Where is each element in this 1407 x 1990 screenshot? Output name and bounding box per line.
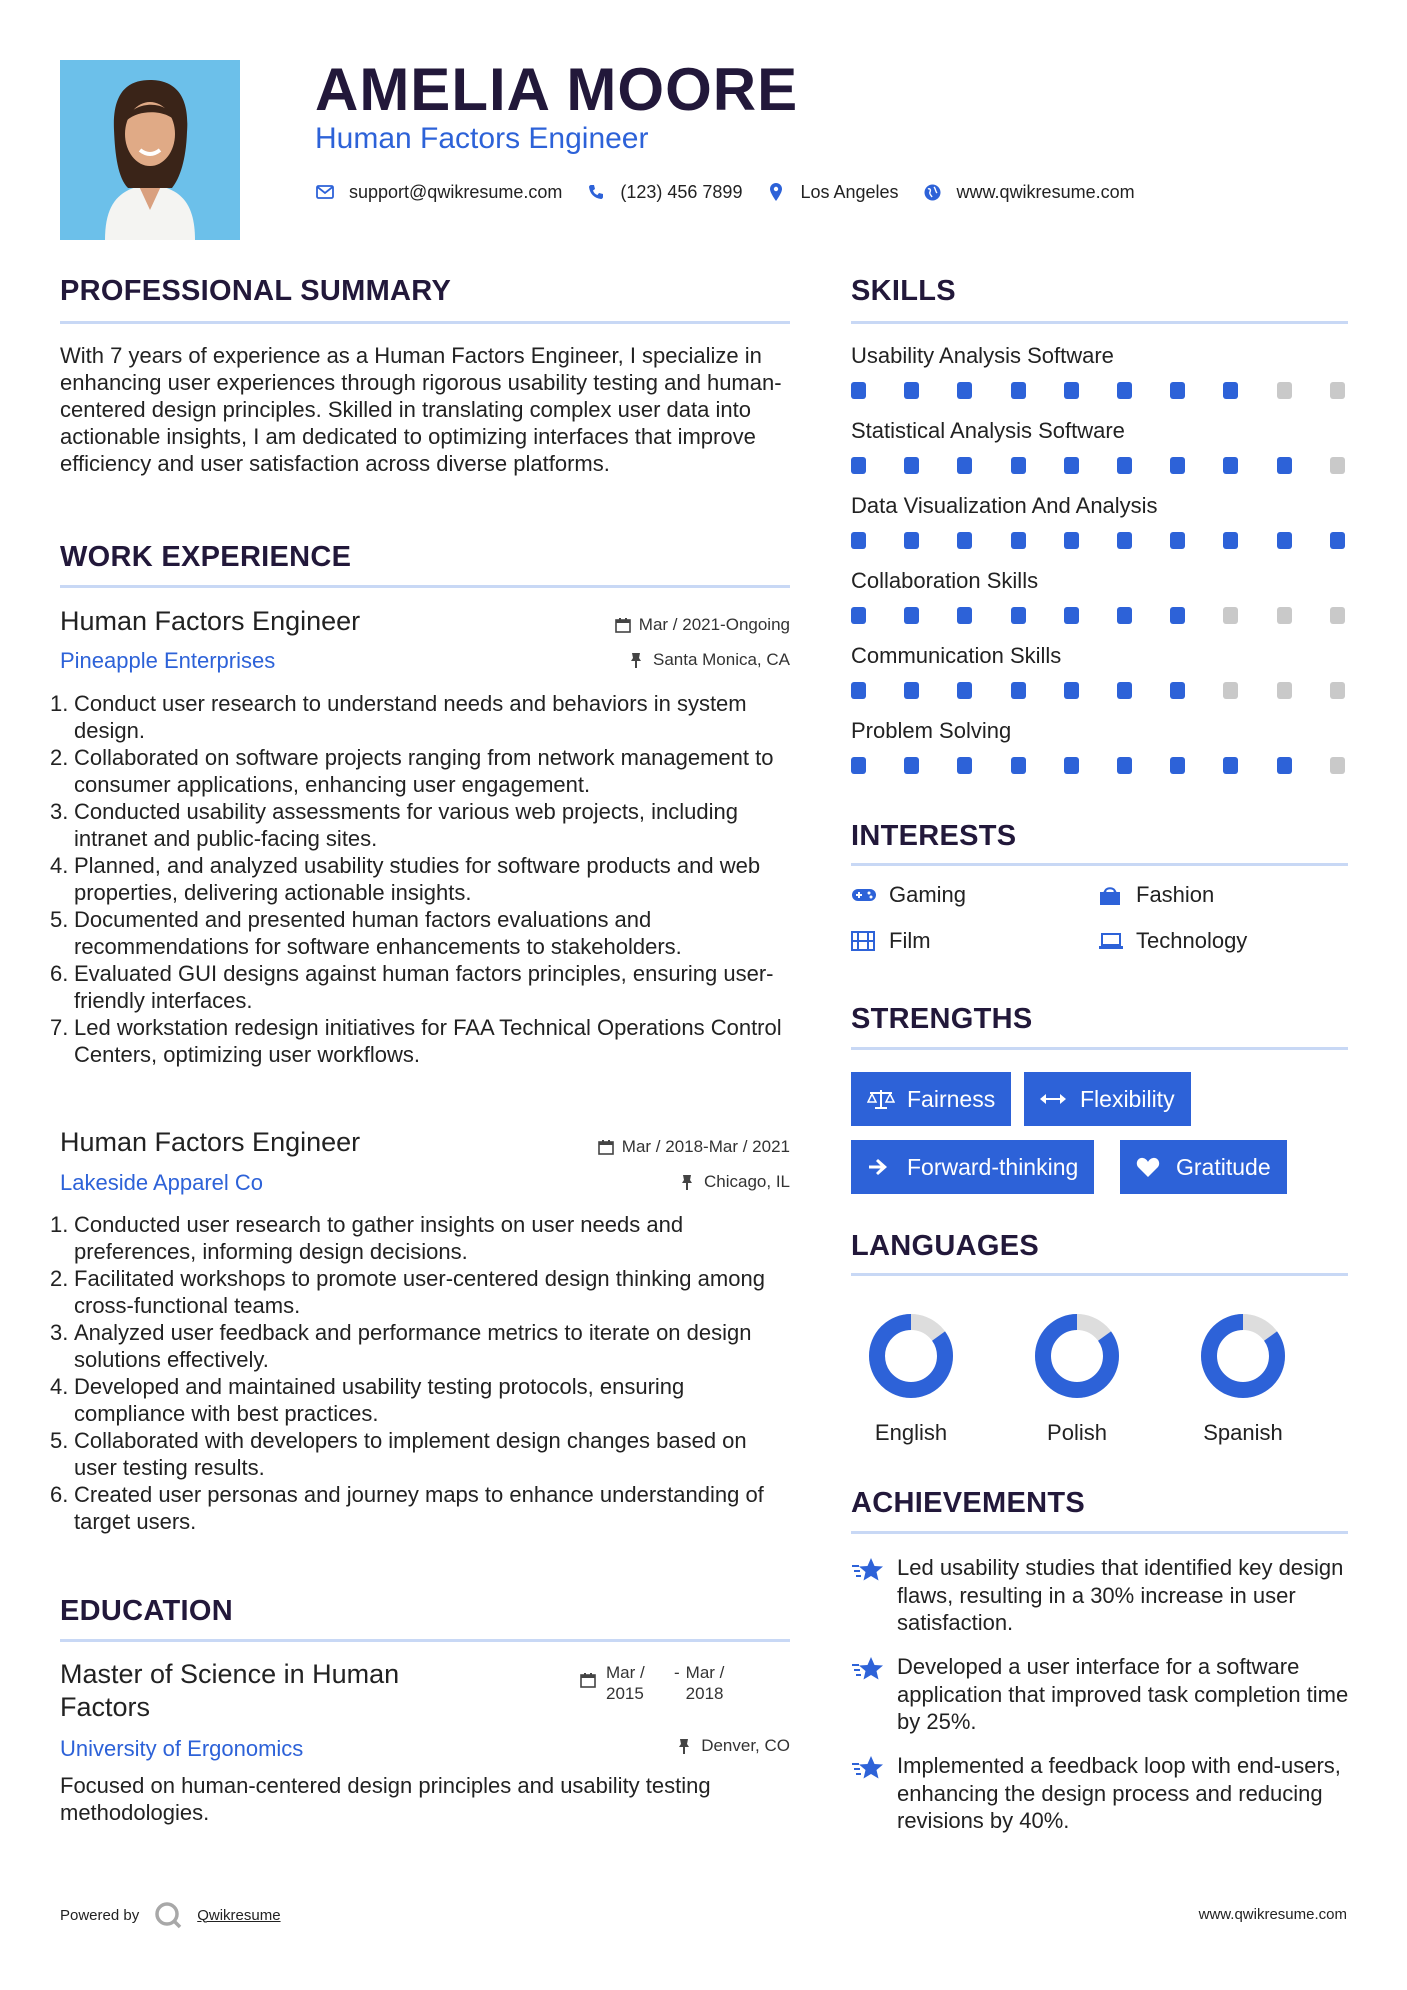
skill-dot-filled <box>1170 532 1185 549</box>
strength-label: Forward-thinking <box>907 1153 1079 1180</box>
skill-dot-filled <box>957 757 972 774</box>
education-dates <box>580 1662 748 1704</box>
achievement-text: Implemented a feedback loop with end-users, enhancing the design process and reducing revisions by 40%. <box>897 1753 1341 1833</box>
skill-dot-filled <box>1117 607 1132 624</box>
skill-label: Data Visualization And Analysis <box>851 493 1158 518</box>
education-divider <box>60 1639 790 1642</box>
job-company: Pineapple Enterprises <box>60 648 276 673</box>
strength-label: Gratitude <box>1176 1153 1271 1180</box>
interest-label: Film <box>889 928 931 953</box>
language-english <box>841 1312 981 1446</box>
skill-dot-filled <box>1064 382 1079 399</box>
calendar-icon <box>580 1672 596 1688</box>
skill-dot-filled <box>1064 457 1079 474</box>
profile-photo <box>60 60 240 240</box>
skills-heading: SKILLS <box>851 275 956 307</box>
contact-website[interactable] <box>923 182 1135 203</box>
strength-badge-flexibility <box>1024 1072 1191 1126</box>
job-bullets <box>50 1211 795 1535</box>
skill-dot-filled <box>851 757 866 774</box>
list-item: 6. Created user personas and journey maps to enhance understanding of target users. <box>50 1482 764 1534</box>
pushpin-icon <box>680 1174 696 1190</box>
summary-heading: PROFESSIONAL SUMMARY <box>60 275 452 307</box>
strength-label: Fairness <box>907 1085 996 1112</box>
skill-dot-filled <box>1223 457 1238 474</box>
strength-badge-fairness <box>851 1072 1011 1126</box>
website-text: www.qwikresume.com <box>956 181 1135 202</box>
skill-rating <box>851 682 1351 700</box>
skill-dot-filled <box>1011 532 1026 549</box>
shopping-bag-icon <box>1098 884 1124 906</box>
language-label: English <box>874 1420 948 1445</box>
interest-label: Gaming <box>889 882 967 907</box>
achievement-item <box>851 1653 1361 1736</box>
skill-label: Collaboration Skills <box>851 568 1039 593</box>
skill-dot-empty <box>1330 457 1345 474</box>
skill-dot-empty <box>1330 607 1345 624</box>
interests-divider <box>851 863 1348 866</box>
skill-dot-filled <box>957 682 972 699</box>
skill-dot-empty <box>1223 682 1238 699</box>
footer-powered-by <box>60 1900 281 1930</box>
list-item: 3. Analyzed user feedback and performance metrics to iterate on design solutions effectively. <box>50 1320 752 1372</box>
skill-label: Communication Skills <box>851 643 1062 668</box>
list-item: 4. Developed and maintained usability testing protocols, ensuring compliance with best practices. <box>50 1374 685 1426</box>
contact-bar <box>315 178 1159 206</box>
skill-dot-filled <box>851 682 866 699</box>
skill-dot-filled <box>1011 682 1026 699</box>
skill-dot-empty <box>1277 382 1292 399</box>
job-company: Lakeside Apparel Co <box>60 1170 264 1195</box>
skill-dot-filled <box>1170 607 1185 624</box>
skill-label: Statistical Analysis Software <box>851 418 1125 443</box>
interest-label: Fashion <box>1136 882 1215 907</box>
list-item: 1. Conduct user research to understand needs and behaviors in system design. <box>50 691 747 743</box>
star-icon <box>851 1655 887 1683</box>
job-dates <box>598 1137 790 1157</box>
experience-heading: WORK EXPERIENCE <box>60 541 352 573</box>
skill-dot-filled <box>904 532 919 549</box>
job-location <box>629 650 790 670</box>
skill-dot-filled <box>957 532 972 549</box>
powered-by-text: Powered by <box>60 1906 140 1924</box>
education-heading: EDUCATION <box>60 1595 233 1627</box>
list-item: 1. Conducted user research to gather insights on user needs and preferences, informing design decisions. <box>50 1212 684 1264</box>
language-english-donut <box>867 1312 955 1400</box>
skills-divider <box>851 321 1348 324</box>
job-bullets <box>50 690 795 1068</box>
strengths-heading: STRENGTHS <box>851 1003 1033 1035</box>
languages-heading: LANGUAGES <box>851 1230 1039 1262</box>
calendar-icon <box>598 1139 614 1155</box>
list-item: 2. Facilitated workshops to promote user-centered design thinking among cross-functional teams. <box>50 1266 765 1318</box>
phone-text: (123) 456 7899 <box>620 181 743 202</box>
skill-label: Problem Solving <box>851 718 1012 743</box>
map-pin-icon <box>766 182 786 202</box>
skill-dot-filled <box>1117 532 1132 549</box>
heart-icon <box>1136 1156 1164 1178</box>
skill-rating <box>851 757 1351 775</box>
skill-dot-filled <box>904 607 919 624</box>
strength-badge-gratitude <box>1120 1140 1287 1194</box>
language-label: Polish <box>1047 1420 1107 1445</box>
skill-dot-filled <box>1223 382 1238 399</box>
skill-dot-empty <box>1277 682 1292 699</box>
list-item: 4. Planned, and analyzed usability studies for software products and web properties, delivering actionable insights. <box>50 853 761 905</box>
languages-divider <box>851 1273 1348 1276</box>
contact-email[interactable] <box>315 182 562 203</box>
list-item: 7. Led workstation redesign initiatives for FAA Technical Operations Control Centers, optimizing user workflows. <box>50 1015 782 1067</box>
calendar-icon <box>615 617 631 633</box>
skill-dot-empty <box>1330 682 1345 699</box>
skill-rating <box>851 607 1351 625</box>
list-item: 2. Collaborated on software projects ranging from network management to consumer applications, enhancing user engagement. <box>50 745 774 797</box>
candidate-name: AMELIA MOORE <box>315 56 799 123</box>
strength-label: Flexibility <box>1080 1085 1175 1112</box>
skill-dot-filled <box>1064 607 1079 624</box>
pushpin-icon <box>677 1738 693 1754</box>
arrow-right-icon <box>867 1156 895 1178</box>
education-location <box>677 1736 790 1756</box>
skill-dot-empty <box>1277 607 1292 624</box>
skill-dot-filled <box>851 457 866 474</box>
job-dates-text: Mar / 2021-Ongoing <box>638 615 790 634</box>
list-item: 5. Collaborated with developers to implement design changes based on user testing results. <box>50 1428 747 1480</box>
job-title: Human Factors Engineer <box>60 1127 361 1157</box>
skill-dot-filled <box>1064 682 1079 699</box>
balance-scale-icon <box>867 1088 895 1110</box>
degree-title: Master of Science in Human Factors <box>60 1659 400 1722</box>
skill-dot-empty <box>1330 382 1345 399</box>
skill-rating <box>851 457 1351 475</box>
achievement-text: Led usability studies that identified key design flaws, resulting in a 30% increase in user satisfaction. <box>897 1555 1344 1635</box>
location-text: Los Angeles <box>800 181 899 202</box>
skill-dot-filled <box>1064 532 1079 549</box>
job-dates <box>615 615 790 635</box>
skill-dot-filled <box>1011 757 1026 774</box>
education-location-text: Denver, CO <box>701 1736 790 1755</box>
skill-dot-filled <box>851 382 866 399</box>
skill-dot-filled <box>1011 457 1026 474</box>
skill-dot-filled <box>957 607 972 624</box>
qwikresume-logo-icon <box>153 1900 183 1930</box>
skill-dot-filled <box>904 757 919 774</box>
skill-dot-filled <box>904 682 919 699</box>
skill-dot-empty <box>1223 607 1238 624</box>
strength-badge-forward-thinking <box>851 1140 1094 1194</box>
language-polish <box>1007 1312 1147 1446</box>
skill-dot-filled <box>1330 532 1345 549</box>
skill-dot-empty <box>1330 757 1345 774</box>
skill-dot-filled <box>1117 382 1132 399</box>
education-end: Mar / 2018 <box>685 1663 725 1703</box>
candidate-title: Human Factors Engineer <box>315 122 649 155</box>
education-description: Focused on human-centered design principles and usability testing methodologies. <box>60 1773 711 1825</box>
skill-rating <box>851 532 1351 550</box>
achievements-divider <box>851 1531 1348 1534</box>
interests-heading: INTERESTS <box>851 820 1017 852</box>
strengths-divider <box>851 1047 1348 1050</box>
skill-dot-filled <box>851 607 866 624</box>
skill-dot-filled <box>851 532 866 549</box>
qwikresume-link[interactable]: Qwikresume <box>197 1906 281 1924</box>
interest-fashion <box>1098 882 1214 908</box>
achievements-heading: ACHIEVEMENTS <box>851 1487 1086 1519</box>
skill-dot-filled <box>904 382 919 399</box>
laptop-icon <box>1098 930 1124 952</box>
footer-website[interactable]: www.qwikresume.com <box>1198 1906 1347 1923</box>
star-icon <box>851 1556 887 1584</box>
phone-icon <box>586 182 606 202</box>
gamepad-icon <box>851 884 877 906</box>
skill-dot-filled <box>1277 757 1292 774</box>
date-separator: - <box>674 1663 680 1682</box>
skill-dot-filled <box>1223 757 1238 774</box>
email-text: support@qwikresume.com <box>349 181 563 202</box>
skill-dot-filled <box>957 382 972 399</box>
list-item: 3. Conducted usability assessments for various web projects, including intranet and public-facing sites. <box>50 799 738 851</box>
achievement-item <box>851 1752 1361 1835</box>
skill-dot-filled <box>1170 757 1185 774</box>
skill-dot-filled <box>1011 607 1026 624</box>
skill-dot-filled <box>1277 532 1292 549</box>
contact-phone[interactable] <box>586 182 742 203</box>
job-title: Human Factors Engineer <box>60 606 361 636</box>
job-location-text: Chicago, IL <box>704 1172 790 1191</box>
arrows-horizontal-icon <box>1040 1088 1068 1110</box>
globe-icon <box>923 182 943 202</box>
skill-dot-filled <box>1277 457 1292 474</box>
skill-dot-filled <box>904 457 919 474</box>
language-label: Spanish <box>1203 1420 1283 1445</box>
job-dates-text: Mar / 2018-Mar / 2021 <box>621 1137 790 1156</box>
film-icon <box>851 930 877 952</box>
star-icon <box>851 1754 887 1782</box>
list-item: 5. Documented and presented human factors evaluations and recommendations for software enhancements to stakeholders. <box>50 907 682 959</box>
language-spanish-donut <box>1199 1312 1287 1400</box>
skill-label: Usability Analysis Software <box>851 343 1114 368</box>
interest-label: Technology <box>1136 928 1248 953</box>
skill-dot-filled <box>1223 532 1238 549</box>
skill-dot-filled <box>1117 757 1132 774</box>
education-start: Mar / 2015 <box>606 1663 645 1703</box>
skill-dot-filled <box>1011 382 1026 399</box>
interest-gaming <box>851 882 966 908</box>
job-location-text: Santa Monica, CA <box>652 650 790 669</box>
list-item: 6. Evaluated GUI designs against human factors principles, ensuring user-friendly interfaces. <box>50 961 774 1013</box>
interest-film <box>851 928 931 954</box>
achievement-item <box>851 1554 1361 1637</box>
summary-text: With 7 years of experience as a Human Factors Engineer, I specialize in enhancing user experiences through rigorous usability testing and human-centered design principles. Skilled in translating complex user data into actionable insights, I am dedicated to optimizing interfaces that improve efficiency and user satisfaction across diverse platforms. <box>60 343 782 476</box>
language-spanish <box>1173 1312 1313 1446</box>
envelope-icon <box>315 182 335 202</box>
school-name: University of Ergonomics <box>60 1736 304 1761</box>
pushpin-icon <box>629 652 645 668</box>
achievement-text: Developed a user interface for a software application that improved task completion time by 25%. <box>897 1654 1349 1734</box>
skill-dot-filled <box>1170 682 1185 699</box>
contact-location <box>766 182 898 203</box>
skill-dot-filled <box>1117 682 1132 699</box>
skill-dot-filled <box>1170 382 1185 399</box>
experience-divider <box>60 585 790 588</box>
skill-dot-filled <box>1117 457 1132 474</box>
summary-divider <box>60 321 790 324</box>
job-location <box>680 1172 790 1192</box>
interest-technology <box>1098 928 1247 954</box>
skill-dot-filled <box>1064 757 1079 774</box>
skill-dot-filled <box>957 457 972 474</box>
language-polish-donut <box>1033 1312 1121 1400</box>
skill-dot-filled <box>1170 457 1185 474</box>
skill-rating <box>851 382 1351 400</box>
